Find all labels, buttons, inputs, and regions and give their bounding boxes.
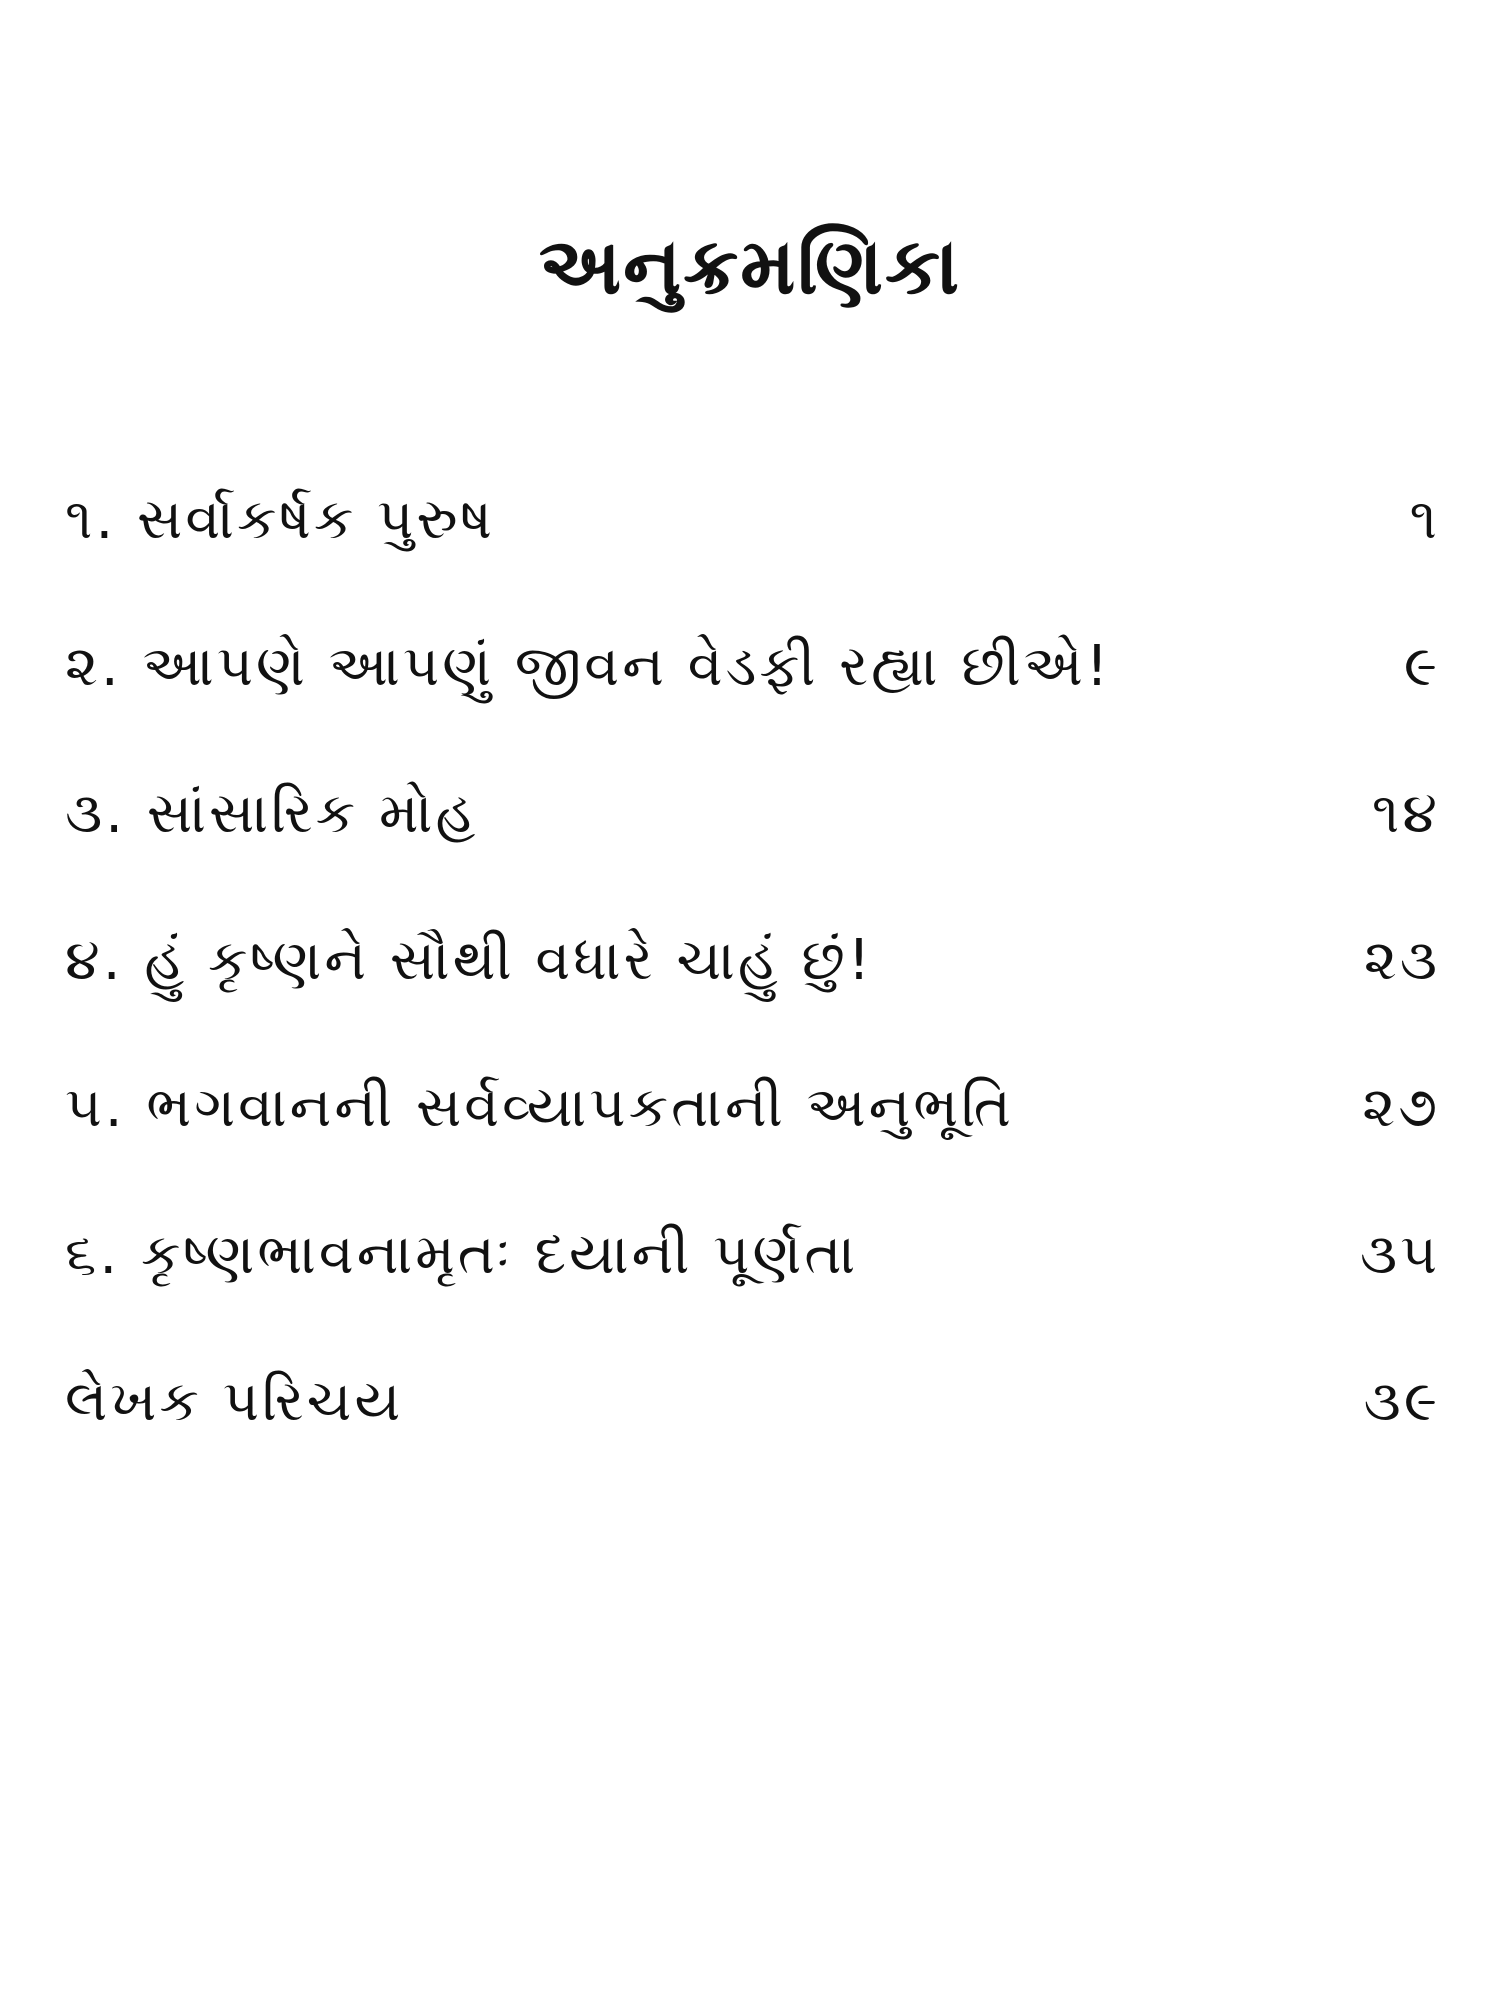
toc-entry-page: ૩૯	[1363, 1369, 1440, 1434]
toc-entry	[65, 1362, 1440, 1509]
toc-entry-title: લેખક પરિચય	[65, 1369, 404, 1434]
toc-entry-title: ૬. કૃષ્ણભાવનામૃતઃ દયાની પૂર્ણતા	[65, 1222, 859, 1287]
toc-entry-page: ૯	[1403, 634, 1440, 699]
toc-entry-title: ૪. હું કૃષ્ણને સૌથી વધારે ચાહું છું!	[65, 928, 874, 993]
toc-entry-title: ૨. આપણે આપણું જીવન વેડફી રહ્યા છીએ!	[65, 634, 1112, 699]
toc-entry-page: ૨૭	[1362, 1075, 1440, 1140]
toc-entry-title: ૫. ભગવાનની સર્વવ્યાપકતાની અનુભૂતિ	[65, 1075, 1014, 1140]
table-of-contents	[65, 480, 1440, 1509]
toc-entry-title: ૩. સાંસારિક મોહ	[65, 781, 479, 846]
toc-entry-page: ૧૪	[1371, 781, 1440, 846]
toc-entry	[65, 774, 1440, 921]
toc-entry	[65, 1215, 1440, 1362]
page-title: અનુક્રમણિકા	[538, 222, 962, 313]
toc-entry	[65, 921, 1440, 1068]
toc-entry-title: ૧. સર્વાકર્ષક પુરુષ	[65, 487, 495, 552]
toc-entry	[65, 480, 1440, 627]
toc-entry-page: ૧	[1409, 487, 1440, 552]
toc-entry	[65, 1068, 1440, 1215]
toc-entry-page: ૩૫	[1359, 1222, 1440, 1287]
toc-entry	[65, 627, 1440, 774]
toc-entry-page: ૨૩	[1363, 928, 1440, 993]
